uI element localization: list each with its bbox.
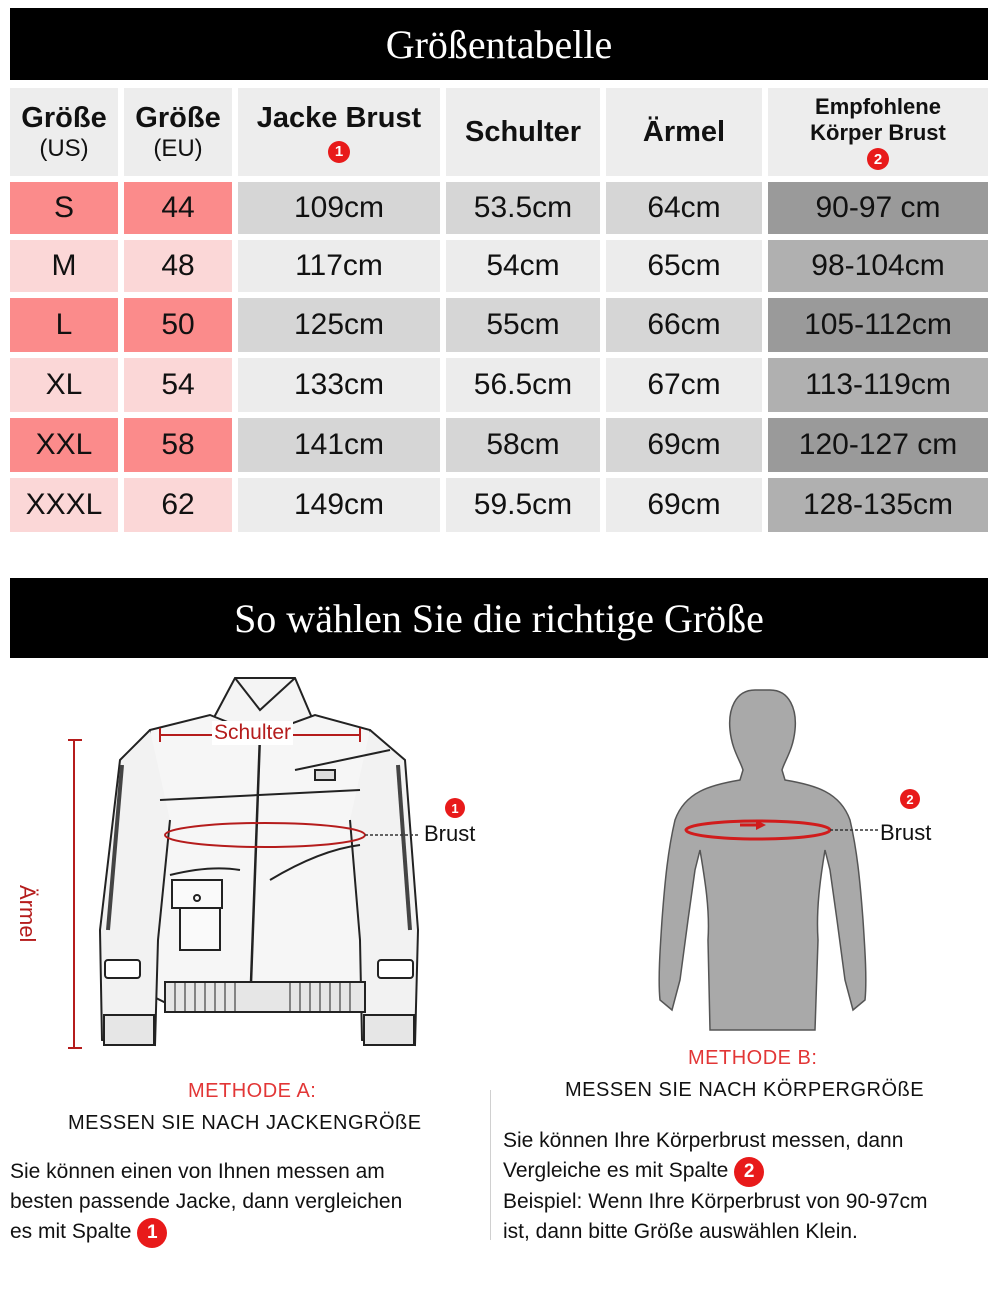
- method-a-subtitle: MESSEN SIE NACH JACKENGRÖßE: [68, 1112, 422, 1134]
- row-xxxl-us: XXXL: [10, 478, 118, 532]
- row-xxl-us: XXL: [10, 418, 118, 472]
- row-l-koerper: 105-112cm: [768, 298, 988, 352]
- method-a-badge-1-icon: 1: [137, 1218, 167, 1248]
- header-size-us-unit: (US): [39, 134, 89, 162]
- row-xxxl-schulter: 59.5cm: [446, 478, 600, 532]
- guide-title: So wählen Sie die richtige Größe: [10, 578, 988, 658]
- header-jacke-brust-label: Jacke Brust: [256, 101, 422, 134]
- method-b-title: METHODE B:: [688, 1047, 818, 1069]
- method-b-subtitle: MESSEN SIE NACH KÖRPERGRÖßE: [565, 1079, 925, 1101]
- row-s-us: S: [10, 182, 118, 234]
- method-b-line3: Beispiel: Wenn Ihre Körperbrust von 90-97cm: [503, 1189, 928, 1213]
- row-xxxl-jacke: 149cm: [238, 478, 440, 532]
- row-xxl-aermel: 69cm: [606, 418, 762, 472]
- jacket-brust-label: Brust: [424, 821, 476, 846]
- row-m-eu: 48: [124, 240, 232, 292]
- row-xl-aermel: 67cm: [606, 358, 762, 412]
- row-s-schulter: 53.5cm: [446, 182, 600, 234]
- badge-1-icon: 1: [328, 141, 350, 163]
- row-s-eu: 44: [124, 182, 232, 234]
- header-size-eu-unit: (EU): [153, 134, 203, 162]
- method-a-line1: Sie können einen von Ihnen messen am: [10, 1160, 385, 1183]
- header-aermel: [606, 88, 762, 176]
- row-m-us: M: [10, 240, 118, 292]
- row-xxl-schulter: 58cm: [446, 418, 600, 472]
- row-xl-schulter: 56.5cm: [446, 358, 600, 412]
- method-b-text: [503, 1126, 993, 1247]
- header-size-eu: [124, 88, 232, 176]
- header-size-eu-label: Größe: [135, 101, 221, 134]
- size-table-title: Größentabelle: [10, 8, 988, 80]
- row-s-koerper: 90-97 cm: [768, 182, 988, 234]
- method-b-line2: [503, 1156, 993, 1187]
- row-m-jacke: 117cm: [238, 240, 440, 292]
- header-size-us: [10, 88, 118, 176]
- header-jacke-brust: [238, 88, 440, 176]
- row-l-us: L: [10, 298, 118, 352]
- header-schulter: [446, 88, 600, 176]
- body-badge-2-icon: 2: [900, 789, 920, 809]
- row-m-koerper: 98-104cm: [768, 240, 988, 292]
- jacket-aermel-label: Ärmel: [15, 885, 40, 943]
- header-koerper-line1: Empfohlene: [815, 94, 941, 119]
- row-xxl-koerper: 120-127 cm: [768, 418, 988, 472]
- row-m-schulter: 54cm: [446, 240, 600, 292]
- header-koerper-brust: [768, 88, 988, 176]
- header-koerper-line2: Körper Brust: [810, 120, 946, 145]
- jacket-schulter-label: Schulter: [214, 721, 292, 744]
- method-b-line4: ist, dann bitte Größe auswählen Klein.: [503, 1219, 858, 1243]
- row-xxxl-eu: 62: [124, 478, 232, 532]
- row-xl-us: XL: [10, 358, 118, 412]
- row-xl-eu: 54: [124, 358, 232, 412]
- row-l-eu: 50: [124, 298, 232, 352]
- row-xxxl-koerper: 128-135cm: [768, 478, 988, 532]
- row-l-schulter: 55cm: [446, 298, 600, 352]
- body-silhouette-illustration: [640, 680, 890, 1040]
- row-xl-jacke: 133cm: [238, 358, 440, 412]
- row-l-aermel: 66cm: [606, 298, 762, 352]
- row-xxxl-aermel: 69cm: [606, 478, 762, 532]
- row-s-aermel: 64cm: [606, 182, 762, 234]
- row-s-jacke: 109cm: [238, 182, 440, 234]
- row-l-jacke: 125cm: [238, 298, 440, 352]
- method-a-line2: besten passende Jacke, dann vergleichen: [10, 1190, 403, 1213]
- method-a-line3-text: es mit Spalte: [10, 1220, 132, 1243]
- method-a-line3: [10, 1217, 480, 1248]
- method-b-badge-2-icon: 2: [734, 1157, 764, 1187]
- row-xxl-jacke: 141cm: [238, 418, 440, 472]
- header-size-us-label: Größe: [21, 101, 107, 134]
- row-xl-koerper: 113-119cm: [768, 358, 988, 412]
- row-xxl-eu: 58: [124, 418, 232, 472]
- badge-2-icon: 2: [867, 148, 889, 170]
- column-divider: [490, 1090, 491, 1240]
- method-a-title: METHODE A:: [188, 1080, 317, 1102]
- method-b-line2-text: Vergleiche es mit Spalte: [503, 1159, 729, 1182]
- row-m-aermel: 65cm: [606, 240, 762, 292]
- method-a-text: [10, 1157, 480, 1248]
- header-schulter-label: Schulter: [464, 115, 582, 148]
- jacket-badge-1-icon: 1: [445, 798, 465, 818]
- header-aermel-label: Ärmel: [642, 115, 726, 148]
- body-brust-label: Brust: [880, 820, 932, 845]
- method-b-line1: Sie können Ihre Körperbrust messen, dann: [503, 1129, 904, 1152]
